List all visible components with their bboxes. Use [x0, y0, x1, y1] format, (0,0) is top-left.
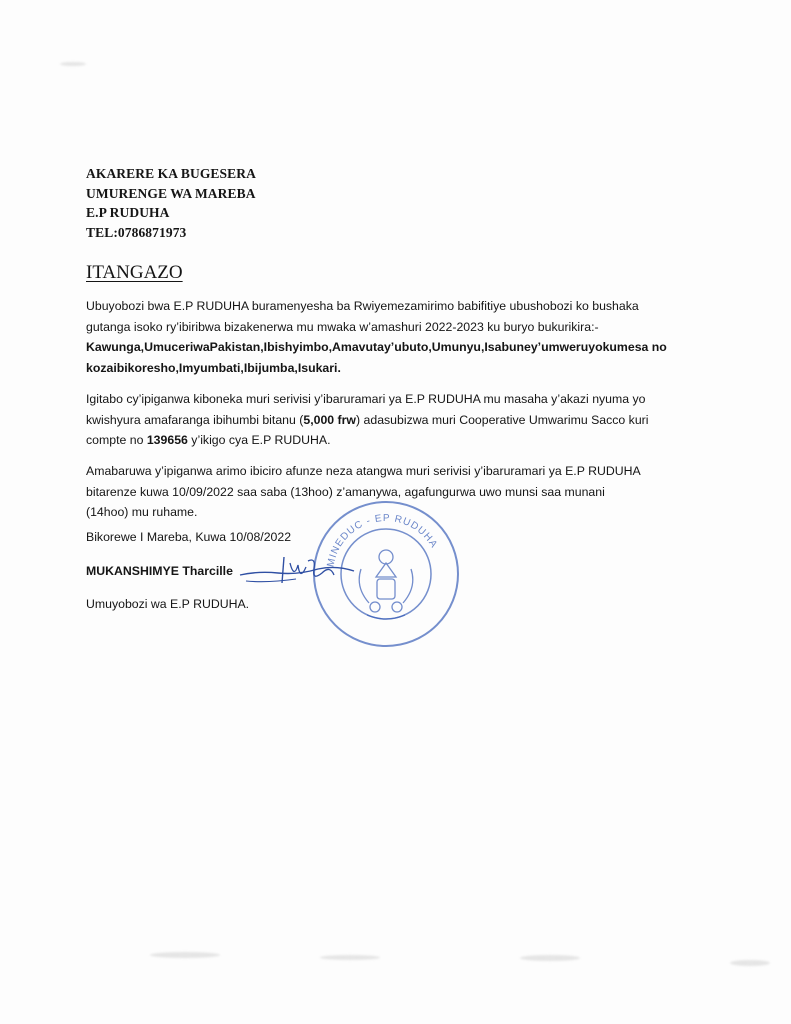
- account-number: 139656: [146, 433, 188, 447]
- paragraph-line: (14hoo) mu ruhame.: [86, 505, 198, 519]
- paragraph-line: gutanga isoko ry’ibiribwa bizakenerwa mu mwaka w’amashuri 2022-2023 ku buryo bukurikira:-: [86, 319, 599, 334]
- letterhead: [86, 164, 256, 242]
- items-list-line: Kawunga,UmuceriwaPakistan,Ibishyimbo,Amavutay’ubuto,Umunyu,Isabuney’umweruyokumesa no: [86, 340, 667, 354]
- scan-artifact: [520, 955, 580, 961]
- school-line: E.P RUDUHA: [86, 205, 170, 220]
- text-segment: ) adasubizwa muri Cooperative Umwarimu Sacco kuri: [356, 412, 649, 427]
- paragraph-line: [86, 410, 686, 431]
- paragraph-line: Igitabo cy’ipiganwa kiboneka muri serivisi y’ibaruramari ya E.P RUDUHA mu masaha y’akazi nyuma yo: [86, 392, 646, 406]
- scan-artifact: [320, 955, 380, 960]
- fee-amount: 5,000 frw: [303, 412, 356, 427]
- signer-role: Umuyobozi wa E.P RUDUHA.: [86, 597, 250, 611]
- paragraph-line: bitarenze kuwa 10/09/2022 saa saba (13hoo) z’amanywa, agafungurwa uwo munsi saa munani: [86, 484, 605, 499]
- sector-line: UMURENGE WA MAREBA: [86, 185, 256, 201]
- handwritten-signature: [238, 553, 358, 589]
- text-segment: compte no: [86, 433, 147, 447]
- paragraph-tender-announcement: [86, 296, 686, 378]
- paragraph-line: Amabaruwa y’ipiganwa arimo ibiciro afunze neza atangwa muri serivisi y’ibaruramari ya E.P RUDUHA: [86, 464, 641, 478]
- paragraph-tender-document: [86, 389, 686, 451]
- district-line: AKARERE KA BUGESERA: [86, 166, 256, 181]
- scan-artifact: [60, 62, 86, 66]
- scan-artifact: [730, 960, 770, 966]
- paragraph-line: Ubuyobozi bwa E.P RUDUHA buramenyesha ba Rwiyemezamirimo babifitiye ubushobozi ko bushaka: [86, 299, 639, 313]
- place-date-line: Bikorewe I Mareba, Kuwa 10/08/2022: [86, 530, 292, 544]
- text-segment: y’ikigo cya E.P RUDUHA.: [187, 433, 331, 447]
- text-segment: kwishyura amafaranga ibihumbi bitanu (: [86, 412, 304, 427]
- signer-name: MUKANSHIMYE Tharcille: [86, 564, 233, 578]
- stamp-text: MINEDUC - EP RUDUHA: [325, 512, 440, 568]
- items-list-line: kozaibikoresho,Imyumbati,Ibijumba,Isukari.: [86, 360, 341, 375]
- notice-title: ITANGAZO: [86, 262, 183, 283]
- scan-artifact: [150, 952, 220, 958]
- phone-line: TEL:0786871973: [86, 224, 187, 240]
- paragraph-line: [86, 430, 686, 451]
